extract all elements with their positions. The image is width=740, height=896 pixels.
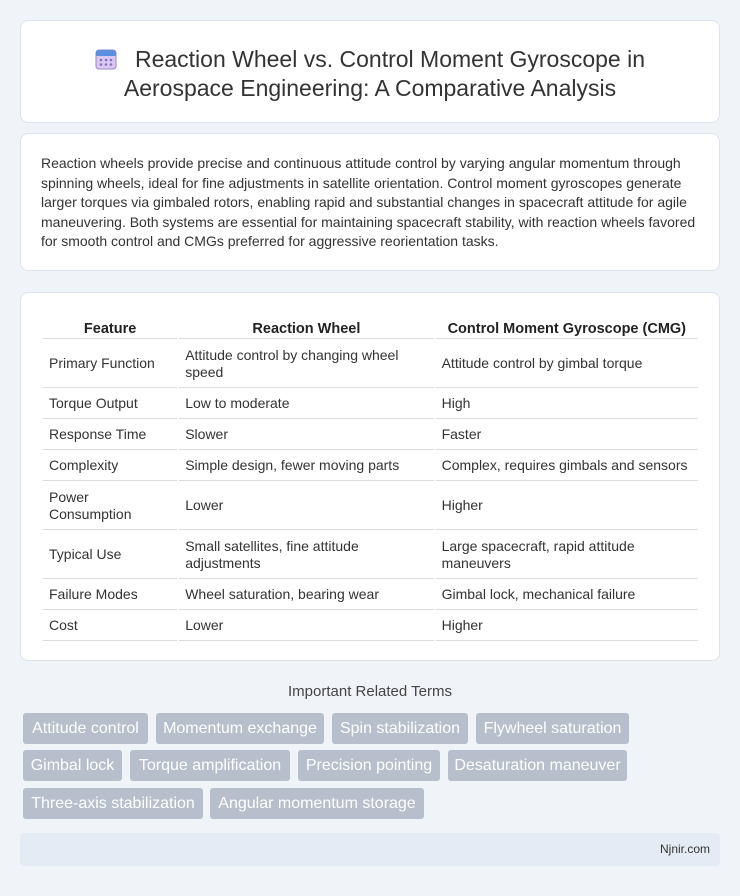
- table-row: [43, 390, 698, 419]
- tag-angular-momentum-storage[interactable]: Angular momentum storage: [210, 788, 424, 819]
- table-cell: Wheel saturation, bearing wear: [179, 581, 433, 610]
- footer-site-link[interactable]: Njnir.com: [659, 842, 710, 856]
- table-cell: Slower: [179, 421, 433, 450]
- tag-desaturation-maneuver[interactable]: Desaturation maneuver: [448, 750, 627, 781]
- tag-spin-stabilization[interactable]: Spin stabilization: [332, 713, 468, 744]
- tag-flywheel-saturation[interactable]: Flywheel saturation: [476, 713, 629, 744]
- calendar-icon: [95, 48, 117, 70]
- tag-three-axis-stabilization[interactable]: Three-axis stabilization: [23, 788, 203, 819]
- table-cell: Failure Modes: [43, 581, 177, 610]
- header-feature: Feature: [43, 319, 177, 339]
- footer: [20, 833, 720, 866]
- comparison-table: [41, 317, 700, 643]
- intro-card: [20, 133, 720, 271]
- tag-gimbal-lock[interactable]: Gimbal lock: [23, 750, 122, 781]
- table-header-row: [43, 319, 698, 339]
- table-cell: Attitude control by gimbal torque: [436, 341, 698, 388]
- title-line-1: Reaction Wheel vs. Control Moment Gyroscope in: [134, 46, 646, 72]
- table-cell: Large spacecraft, rapid attitude maneuvers: [436, 532, 698, 579]
- header-reaction-wheel: Reaction Wheel: [179, 319, 433, 339]
- table-cell: Primary Function: [43, 341, 177, 388]
- tag-attitude-control[interactable]: Attitude control: [23, 713, 148, 744]
- table-row: [43, 452, 698, 481]
- table-cell: Simple design, fewer moving parts: [179, 452, 433, 481]
- table-row: [43, 612, 698, 641]
- table-cell: Response Time: [43, 421, 177, 450]
- table-cell: Faster: [436, 421, 698, 450]
- table-cell: Attitude control by changing wheel speed: [179, 341, 433, 388]
- table-cell: Higher: [436, 483, 698, 530]
- header-cmg: Control Moment Gyroscope (CMG): [436, 319, 698, 339]
- table-cell: Higher: [436, 612, 698, 641]
- table-cell: Lower: [179, 612, 433, 641]
- tag-torque-amplification[interactable]: Torque amplification: [130, 750, 290, 781]
- table-cell: Lower: [179, 483, 433, 530]
- table-row: [43, 483, 698, 530]
- table-row: [43, 421, 698, 450]
- table-cell: Complex, requires gimbals and sensors: [436, 452, 698, 481]
- table-row: [43, 341, 698, 388]
- table-row: [43, 581, 698, 610]
- table-cell: High: [436, 390, 698, 419]
- table-cell: Complexity: [43, 452, 177, 481]
- table-cell: Small satellites, fine attitude adjustments: [179, 532, 433, 579]
- related-terms-title: Important Related Terms: [288, 683, 452, 700]
- table-cell: Typical Use: [43, 532, 177, 579]
- intro-paragraph: Reaction wheels provide precise and continuous attitude control by varying angular momentum through spinning wheels, ideal for fine adjustments in satellite orientation. Control moment gyroscopes generate larger torques via gimbaled rotors, enabling rapid and substantial changes in spacecraft attitude for agile maneuvering. Both systems are essential for maintaining spacecraft stability, with reaction wheels favored for smooth control and CMGs preferred for aggressive reorientation tasks.: [41, 155, 696, 250]
- page-title: [21, 45, 719, 103]
- table-cell: Gimbal lock, mechanical failure: [436, 581, 698, 610]
- title-line-2: Aerospace Engineering: A Comparative Analysis: [123, 75, 617, 101]
- comparison-card: [20, 292, 720, 661]
- title-card: [20, 20, 720, 123]
- tag-precision-pointing[interactable]: Precision pointing: [298, 750, 440, 781]
- tag-momentum-exchange[interactable]: Momentum exchange: [156, 713, 324, 744]
- table-cell: Low to moderate: [179, 390, 433, 419]
- table-cell: Power Consumption: [43, 483, 177, 530]
- table-cell: Torque Output: [43, 390, 177, 419]
- table-cell: Cost: [43, 612, 177, 641]
- table-row: [43, 532, 698, 579]
